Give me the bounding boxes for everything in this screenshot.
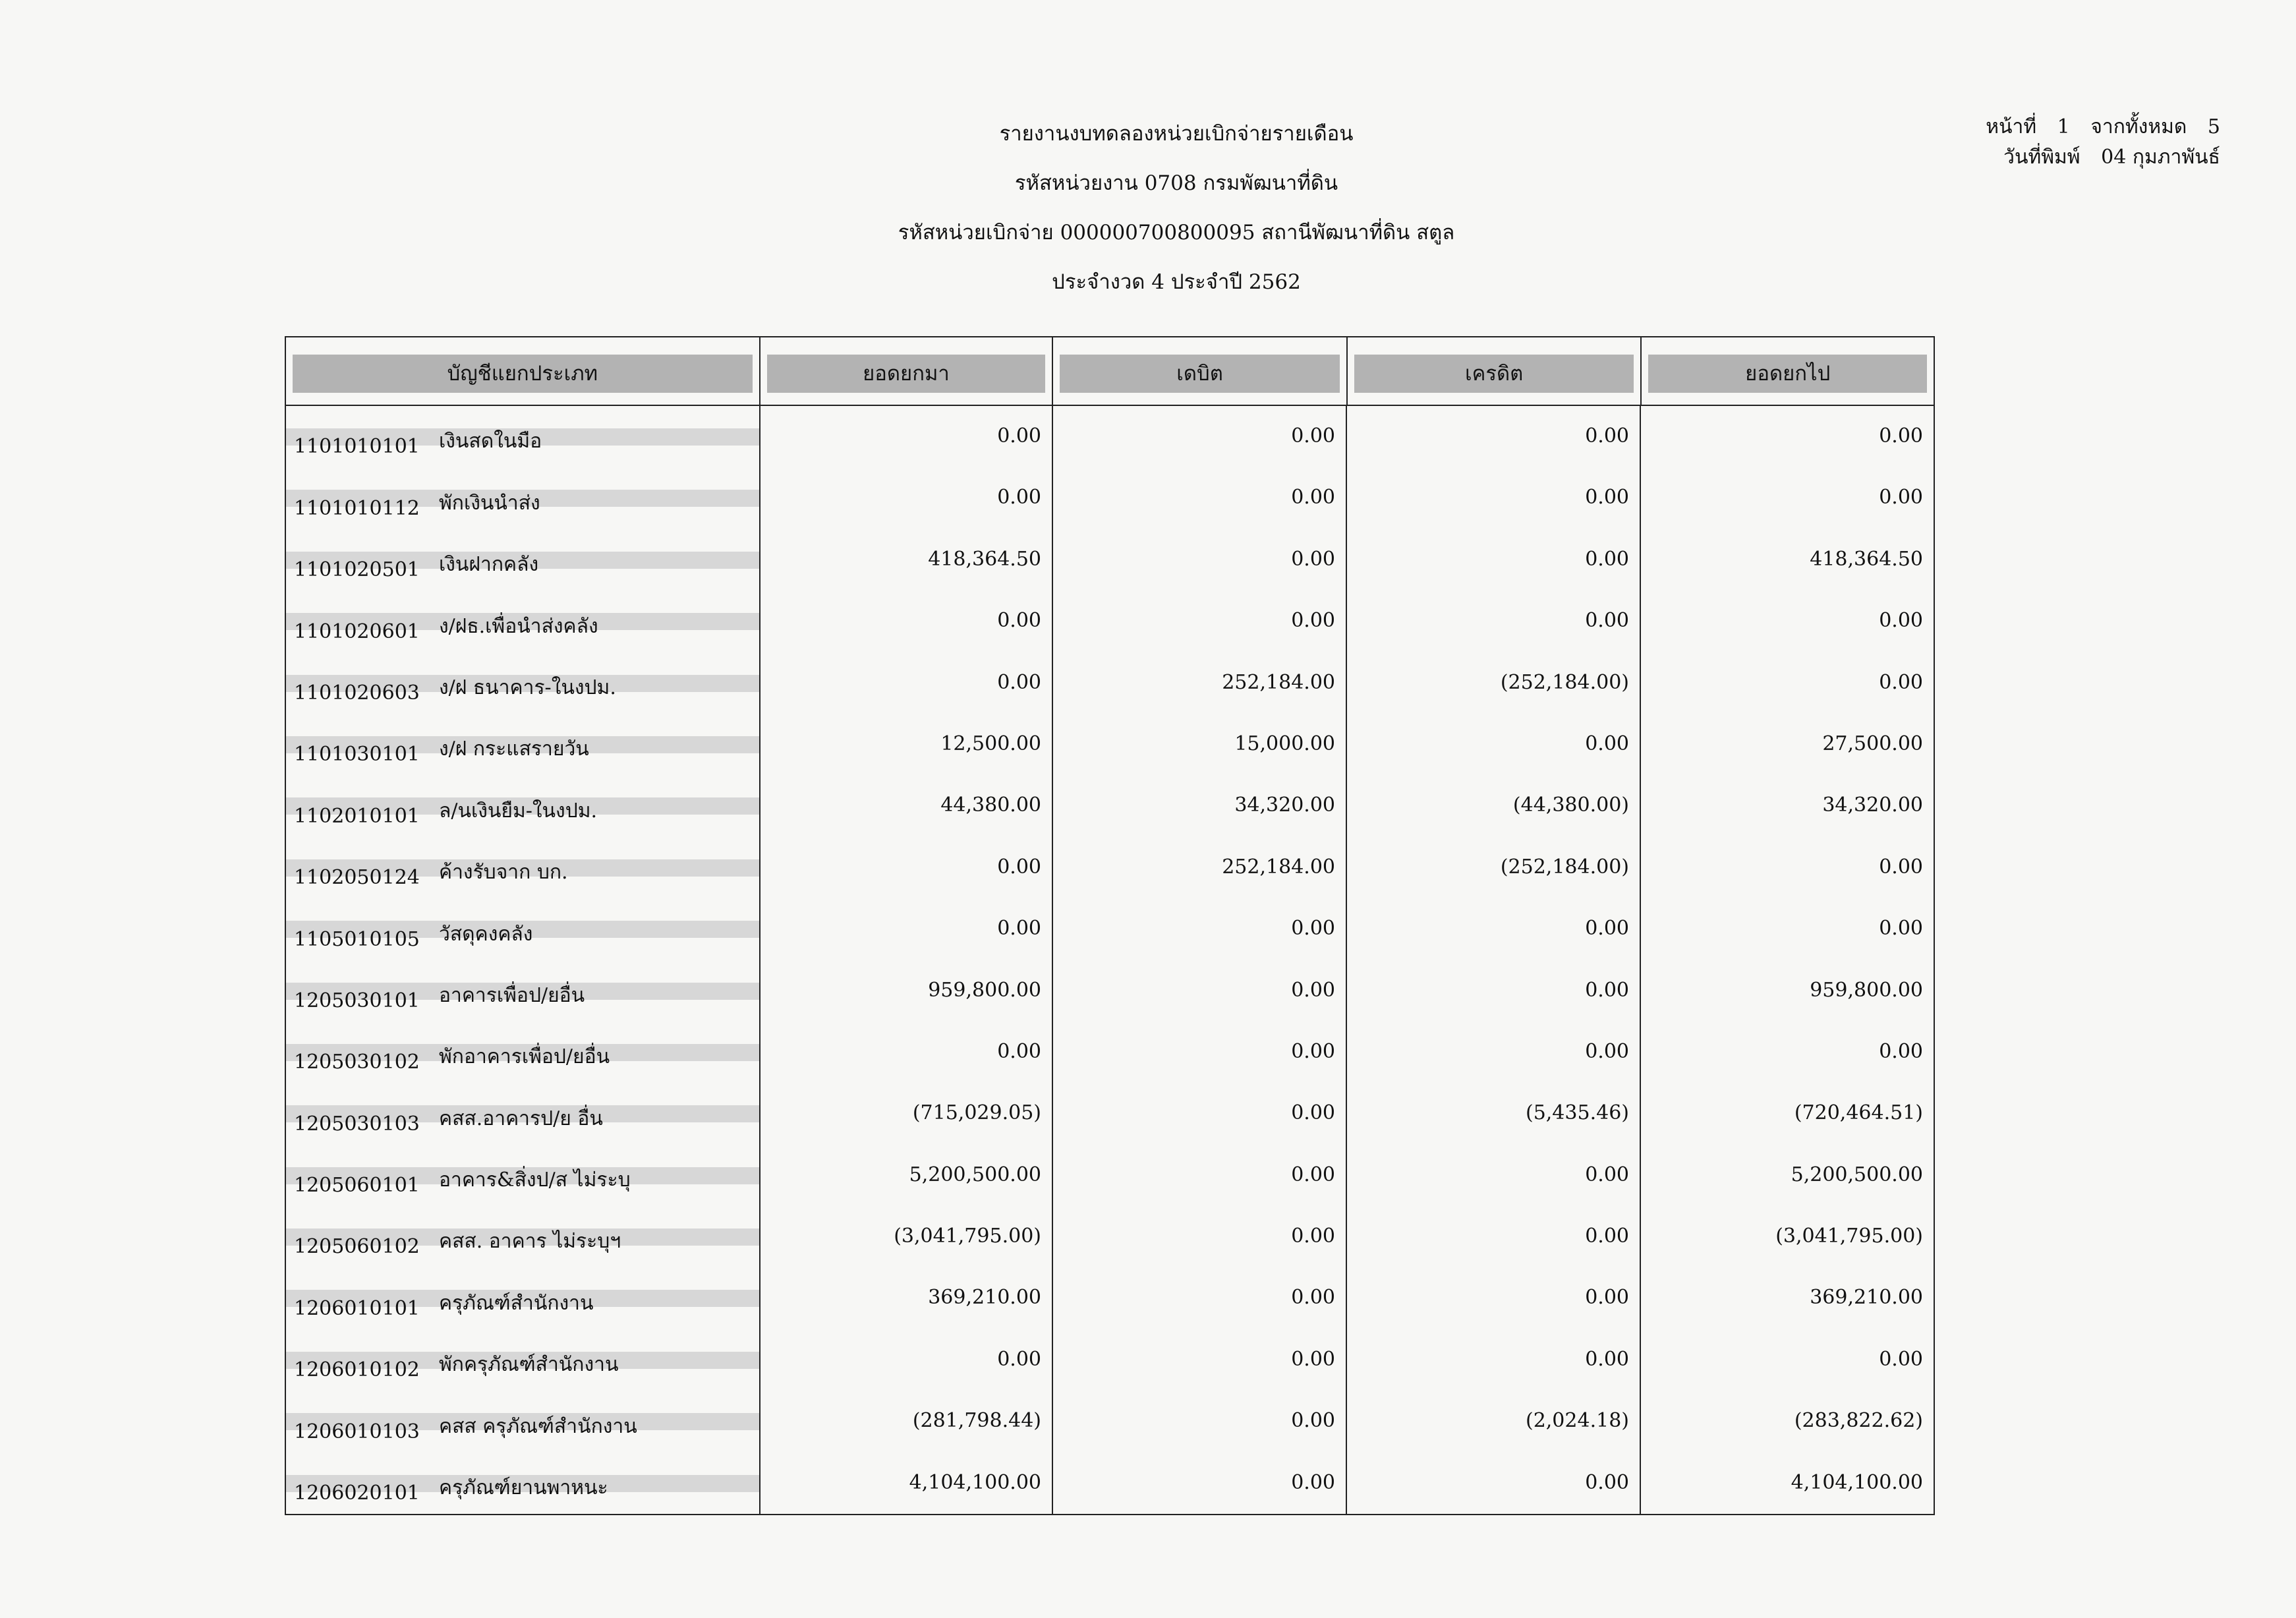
header-debit: เดบิต <box>1060 355 1340 393</box>
account-cell <box>286 1022 761 1083</box>
account-name: คสส ครุภัณฑ์สำนักงาน <box>439 1414 637 1438</box>
table-row <box>286 775 1934 836</box>
table-row <box>286 898 1934 960</box>
total-label: จากทั้งหมด <box>2090 115 2187 138</box>
account-cell <box>286 775 761 836</box>
account-code: 1101020603 <box>294 681 420 705</box>
carried-forward-value: 959,800.00 <box>1810 978 1923 1002</box>
carried-forward-value: 0.00 <box>1879 917 1923 940</box>
account-code: 1205060101 <box>294 1174 420 1198</box>
account-name: เงินสดในมือ <box>439 430 542 453</box>
carried-forward-value: 27,500.00 <box>1822 732 1923 755</box>
account-name: พักอาคารเพื่อป/ยอื่น <box>439 1045 610 1069</box>
account-name: ล/นเงินยืม-ในงปม. <box>439 799 598 823</box>
brought-forward-value: 959,800.00 <box>761 960 1053 1022</box>
account-cell <box>286 406 761 467</box>
account-name: พักเงินนำส่ง <box>439 491 540 515</box>
account-cell <box>286 1329 761 1391</box>
debit-value: 0.00 <box>1053 1391 1347 1452</box>
carried-forward-value: 4,104,100.00 <box>1791 1470 1923 1494</box>
account-code: 1101030101 <box>294 743 420 766</box>
account-name: ครุภัณฑ์สำนักงาน <box>439 1291 594 1315</box>
brought-forward-value: 0.00 <box>761 652 1053 714</box>
account-name: อาคาร&สิ่งป/ส ไม่ระบุ <box>439 1169 631 1192</box>
debit-value: 252,184.00 <box>1053 837 1347 898</box>
carried-forward-value: 0.00 <box>1879 1039 1923 1063</box>
account-cell <box>286 1267 761 1329</box>
debit-value: 15,000.00 <box>1053 714 1347 775</box>
account-name: ครุภัณฑ์ยานพาหนะ <box>439 1476 608 1500</box>
table-row <box>286 1145 1934 1206</box>
credit-value: (252,184.00) <box>1347 652 1641 714</box>
carried-forward-value: 0.00 <box>1879 855 1923 879</box>
credit-value: (2,024.18) <box>1347 1391 1641 1452</box>
report-title: รายงานงบทดลองหน่วยเบิกจ่ายรายเดือน <box>999 122 1354 146</box>
table-row <box>286 1022 1934 1083</box>
account-cell <box>286 652 761 714</box>
account-code: 1101020501 <box>294 558 420 582</box>
debit-value: 0.00 <box>1053 467 1347 529</box>
debit-value: 0.00 <box>1053 1145 1347 1206</box>
account-name: คสส.อาคารป/ย อื่น <box>439 1107 603 1130</box>
account-name: อาคารเพื่อป/ยอื่น <box>439 983 585 1007</box>
account-name: ง/ฝ กระแสรายวัน <box>439 737 589 761</box>
account-code: 1101020601 <box>294 620 420 643</box>
header-account-cell <box>286 337 761 405</box>
account-cell <box>286 960 761 1022</box>
brought-forward-value: 4,104,100.00 <box>761 1453 1053 1514</box>
carried-forward-value: (720,464.51) <box>1794 1101 1923 1125</box>
header-brought-cell <box>761 337 1054 405</box>
carried-forward-value: (3,041,795.00) <box>1775 1225 1923 1248</box>
carried-forward-value: 0.00 <box>1879 424 1923 448</box>
table-row <box>286 837 1934 898</box>
header-carried-forward: ยอดยกไป <box>1648 355 1927 393</box>
header-credit-cell <box>1348 337 1642 405</box>
account-code: 1206010103 <box>294 1420 420 1443</box>
brought-forward-value: (281,798.44) <box>761 1391 1053 1452</box>
account-code: 1105010105 <box>294 927 420 951</box>
account-cell <box>286 591 761 652</box>
account-code: 1101010101 <box>294 435 420 459</box>
carried-forward-value: 0.00 <box>1879 1347 1923 1371</box>
brought-forward-value: 0.00 <box>761 406 1053 467</box>
brought-forward-value: 0.00 <box>761 1329 1053 1391</box>
debit-value: 0.00 <box>1053 1083 1347 1144</box>
account-code: 1205030101 <box>294 989 420 1012</box>
header-account: บัญชีแยกประเภท <box>293 355 753 393</box>
debit-value: 0.00 <box>1053 1329 1347 1391</box>
debit-value: 0.00 <box>1053 1453 1347 1514</box>
credit-value: 0.00 <box>1347 529 1641 591</box>
debit-value: 34,320.00 <box>1053 775 1347 836</box>
account-code: 1101010112 <box>294 496 420 520</box>
table-row <box>286 1206 1934 1267</box>
carried-forward-value: 0.00 <box>1879 486 1923 509</box>
credit-value: 0.00 <box>1347 898 1641 960</box>
debit-value: 252,184.00 <box>1053 652 1347 714</box>
account-name: ง/ฝ ธนาคาร-ในงปม. <box>439 676 616 699</box>
brought-forward-value: 5,200,500.00 <box>761 1145 1053 1206</box>
account-cell <box>286 898 761 960</box>
credit-value: 0.00 <box>1347 591 1641 652</box>
account-cell <box>286 837 761 898</box>
credit-value: 0.00 <box>1347 960 1641 1022</box>
debit-value: 0.00 <box>1053 591 1347 652</box>
account-code: 1206010102 <box>294 1358 420 1382</box>
account-cell <box>286 1391 761 1452</box>
debit-value: 0.00 <box>1053 1022 1347 1083</box>
carried-forward-value: 369,210.00 <box>1810 1286 1923 1310</box>
brought-forward-value: 0.00 <box>761 898 1053 960</box>
credit-value: 0.00 <box>1347 714 1641 775</box>
print-date-label: วันที่พิมพ์ <box>2003 146 2081 169</box>
account-code: 1205030103 <box>294 1112 420 1136</box>
total-pages: 5 <box>2207 115 2220 138</box>
carried-forward-value: (283,822.62) <box>1794 1409 1923 1433</box>
trial-balance-table <box>285 336 1935 1515</box>
table-body <box>286 406 1934 1514</box>
debit-value: 0.00 <box>1053 1206 1347 1267</box>
account-cell <box>286 1453 761 1514</box>
table-row <box>286 714 1934 775</box>
credit-value: 0.00 <box>1347 1022 1641 1083</box>
page-number: 1 <box>2057 115 2070 138</box>
table-row <box>286 1083 1934 1144</box>
account-code: 1102050124 <box>294 866 420 890</box>
account-code: 1102010101 <box>294 804 420 828</box>
account-cell <box>286 467 761 529</box>
brought-forward-value: 0.00 <box>761 591 1053 652</box>
header-brought-forward: ยอดยกมา <box>767 355 1046 393</box>
account-cell <box>286 1145 761 1206</box>
brought-forward-value: 0.00 <box>761 837 1053 898</box>
account-code: 1206020101 <box>294 1482 420 1505</box>
credit-value: 0.00 <box>1347 1453 1641 1514</box>
debit-value: 0.00 <box>1053 960 1347 1022</box>
table-row <box>286 652 1934 714</box>
brought-forward-value: (3,041,795.00) <box>761 1206 1053 1267</box>
brought-forward-value: 418,364.50 <box>761 529 1053 591</box>
header-carried-cell <box>1642 337 1934 405</box>
account-name: ค้างรับจาก บก. <box>439 861 568 884</box>
account-code: 1205030102 <box>294 1051 420 1074</box>
table-row <box>286 406 1934 467</box>
account-name: ง/ฝธ.เพื่อนำส่งคลัง <box>439 614 598 638</box>
page-label: หน้าที่ <box>1986 115 2037 138</box>
table-row <box>286 529 1934 591</box>
credit-value: (44,380.00) <box>1347 775 1641 836</box>
table-row <box>286 591 1934 652</box>
account-name: วัสดุคงคลัง <box>439 922 533 946</box>
credit-value: 0.00 <box>1347 1267 1641 1329</box>
brought-forward-value: 0.00 <box>761 467 1053 529</box>
debit-value: 0.00 <box>1053 898 1347 960</box>
header-debit-cell <box>1053 337 1348 405</box>
account-cell <box>286 529 761 591</box>
account-cell <box>286 1083 761 1144</box>
credit-value: 0.00 <box>1347 406 1641 467</box>
carried-forward-value: 418,364.50 <box>1810 547 1923 571</box>
brought-forward-value: 44,380.00 <box>761 775 1053 836</box>
carried-forward-value: 5,200,500.00 <box>1791 1163 1923 1186</box>
credit-value: 0.00 <box>1347 1206 1641 1267</box>
brought-forward-value: (715,029.05) <box>761 1083 1053 1144</box>
table-row <box>286 467 1934 529</box>
account-name: คสส. อาคาร ไม่ระบุฯ <box>439 1230 621 1254</box>
print-date: 04 กุมภาพันธ์ <box>2101 146 2220 169</box>
period-line: ประจำงวด 4 ประจำปี 2562 <box>1052 270 1301 294</box>
account-code: 1206010101 <box>294 1296 420 1320</box>
table-row <box>286 1267 1934 1329</box>
disbursement-unit-line: รหัสหน่วยเบิกจ่าย 000000700800095 สถานีพัฒนาที่ดิน สตูล <box>898 221 1455 245</box>
agency-line: รหัสหน่วยงาน 0708 กรมพัฒนาที่ดิน <box>1014 171 1338 195</box>
debit-value: 0.00 <box>1053 529 1347 591</box>
credit-value: (5,435.46) <box>1347 1083 1641 1144</box>
carried-forward-value: 0.00 <box>1879 670 1923 694</box>
table-row <box>286 960 1934 1022</box>
table-header <box>286 337 1934 406</box>
brought-forward-value: 12,500.00 <box>761 714 1053 775</box>
account-code: 1205060102 <box>294 1235 420 1259</box>
credit-value: 0.00 <box>1347 467 1641 529</box>
account-cell <box>286 714 761 775</box>
debit-value: 0.00 <box>1053 406 1347 467</box>
credit-value: (252,184.00) <box>1347 837 1641 898</box>
account-name: เงินฝากคลัง <box>439 553 539 577</box>
brought-forward-value: 369,210.00 <box>761 1267 1053 1329</box>
carried-forward-value: 0.00 <box>1879 609 1923 633</box>
table-row <box>286 1329 1934 1391</box>
report-titles <box>0 117 2296 315</box>
account-name: พักครุภัณฑ์สำนักงาน <box>439 1353 619 1377</box>
debit-value: 0.00 <box>1053 1267 1347 1329</box>
credit-value: 0.00 <box>1347 1145 1641 1206</box>
account-cell <box>286 1206 761 1267</box>
brought-forward-value: 0.00 <box>761 1022 1053 1083</box>
header-credit: เครดิต <box>1354 355 1634 393</box>
credit-value: 0.00 <box>1347 1329 1641 1391</box>
table-row <box>286 1391 1934 1452</box>
carried-forward-value: 34,320.00 <box>1822 794 1923 817</box>
table-row <box>286 1453 1934 1514</box>
